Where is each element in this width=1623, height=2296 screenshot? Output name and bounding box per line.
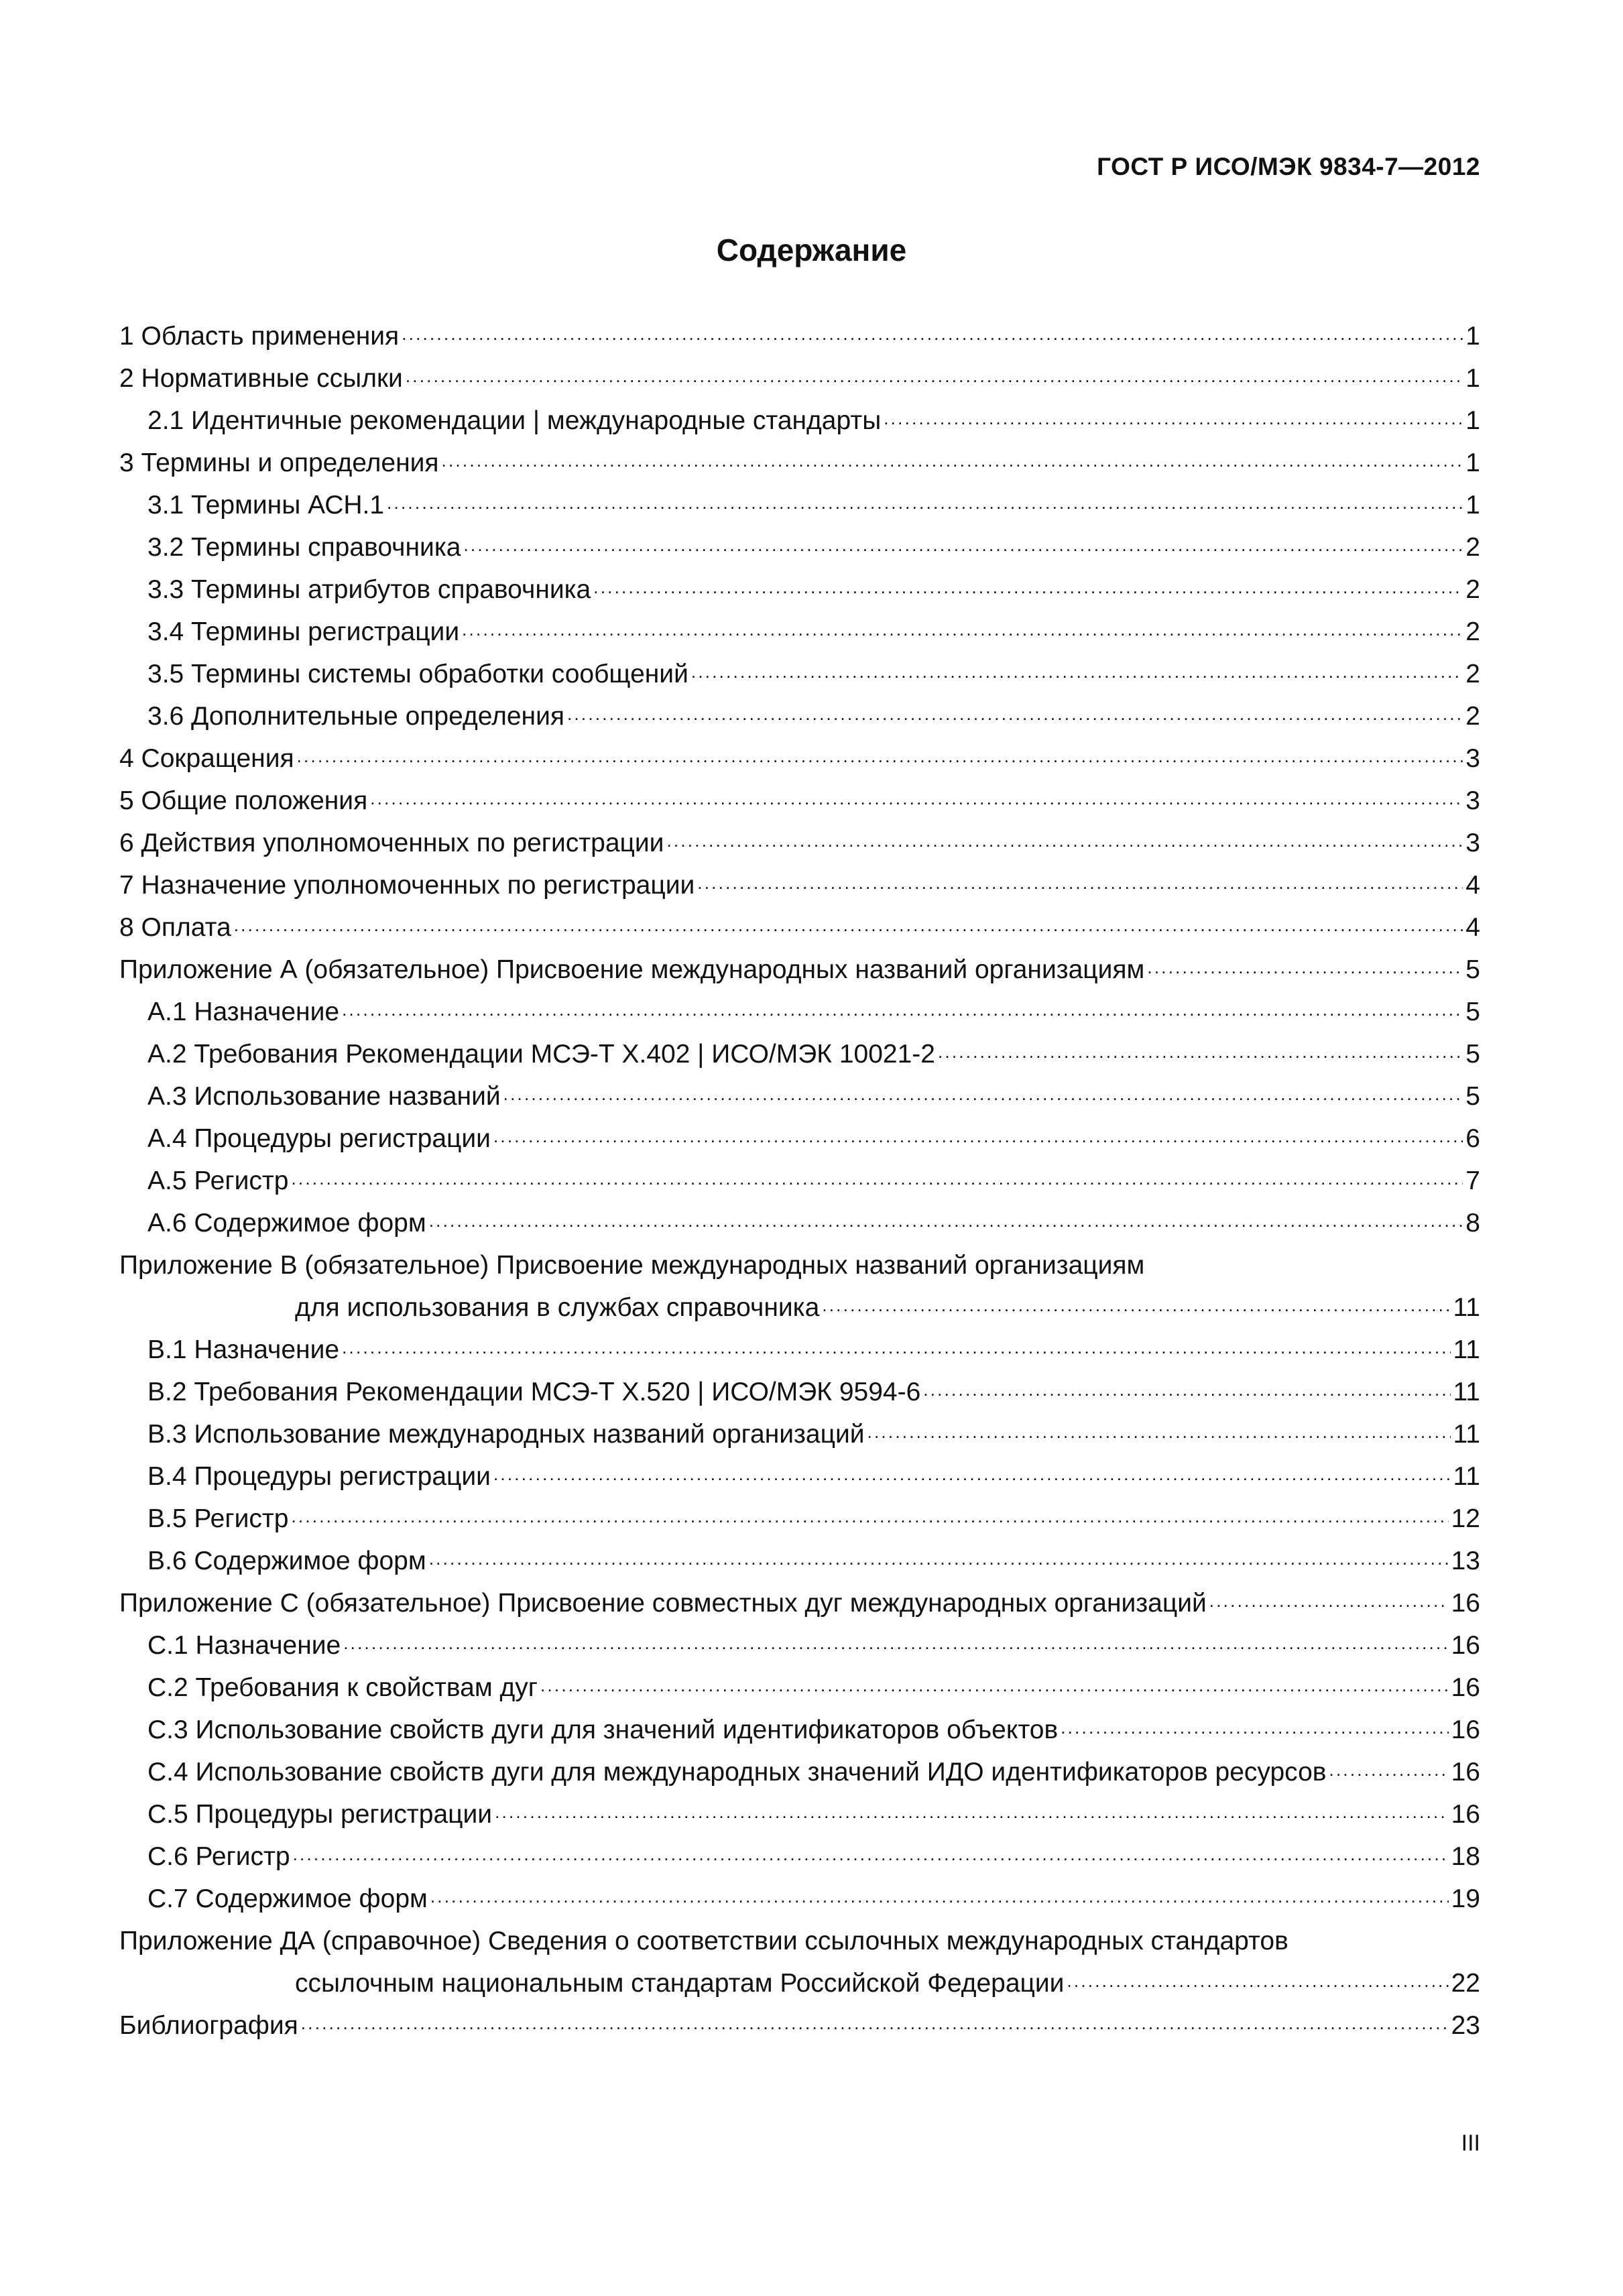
toc-entry-label: В.5 Регистр xyxy=(147,1503,291,1535)
toc-entry-page: 1 xyxy=(1465,448,1480,477)
toc-entry-label: С.5 Процедуры регистрации xyxy=(147,1799,495,1831)
toc-entry[interactable] xyxy=(119,1746,1480,1789)
toc-entry-page: 1 xyxy=(1465,364,1480,393)
toc-entry-label: С.3 Использование свойств дуги для значений идентификаторов объектов xyxy=(147,1714,1061,1746)
page-number: III xyxy=(1461,2130,1480,2156)
toc-entry-label: С.2 Требования к свойствам дуг xyxy=(147,1672,540,1704)
toc-entry-label: В.3 Использование международных названий организаций xyxy=(147,1418,867,1451)
toc-entry[interactable] xyxy=(119,1324,1480,1366)
toc-leader-dots xyxy=(291,1503,1448,1535)
toc-entry-label: для использования в службах справочника xyxy=(295,1292,822,1324)
toc-leader-dots xyxy=(493,1461,1451,1493)
toc-entry-page: 16 xyxy=(1451,1758,1480,1787)
toc-entry-label: 6 Действия уполномоченных по регистрации xyxy=(119,827,666,859)
toc-leader-dots xyxy=(1067,1968,1448,2000)
toc-entry[interactable] xyxy=(119,1704,1480,1746)
toc-entry-label: А.2 Требования Рекомендации МСЭ-Т Х.402 | ИСО/МЭК 10021-2 xyxy=(147,1038,938,1071)
toc-leader-dots xyxy=(343,1630,1448,1662)
toc-entry-page: 8 xyxy=(1465,1209,1480,1237)
toc-leader-dots xyxy=(387,489,1463,522)
toc-entry[interactable] xyxy=(119,1873,1480,1915)
toc-leader-dots xyxy=(593,574,1463,606)
toc-entry-label: 8 Оплата xyxy=(119,912,234,944)
toc-entry-page: 16 xyxy=(1451,1715,1480,1744)
toc-leader-dots xyxy=(402,320,1463,353)
toc-leader-dots xyxy=(540,1672,1449,1704)
toc-entry-label: А.5 Регистр xyxy=(147,1165,291,1197)
toc-entry-page: 5 xyxy=(1465,955,1480,984)
toc-entry-page: 19 xyxy=(1451,1884,1480,1913)
toc-entry-label: В.6 Содержимое форм xyxy=(147,1545,429,1577)
toc-leader-dots xyxy=(567,701,1463,733)
toc-entry[interactable] xyxy=(119,648,1480,690)
toc-leader-dots xyxy=(822,1292,1450,1324)
toc-entry-page: 11 xyxy=(1453,1420,1480,1449)
toc-entry-label: Приложение А (обязательное) Присвоение международных названий организациям xyxy=(119,954,1147,986)
toc-leader-dots xyxy=(691,658,1463,690)
toc-entry[interactable] xyxy=(119,902,1480,944)
toc-leader-dots xyxy=(442,447,1463,479)
toc-entry[interactable] xyxy=(119,859,1480,902)
toc-entry-page: 5 xyxy=(1465,1082,1480,1111)
toc-entry-label: А.4 Процедуры регистрации xyxy=(147,1123,493,1155)
toc-entry-page: 2 xyxy=(1465,533,1480,562)
toc-entry-page: 1 xyxy=(1465,491,1480,520)
toc-entry-label: 5 Общие положения xyxy=(119,785,370,817)
toc-entry-label: Приложение В (обязательное) Присвоение международных названий организациям xyxy=(119,1250,1147,1282)
toc-entry-page: 1 xyxy=(1465,406,1480,435)
toc-entry-page: 5 xyxy=(1465,1040,1480,1069)
toc-entry[interactable] xyxy=(119,1282,1480,1324)
toc-entry-label: 7 Назначение уполномоченных по регистрации xyxy=(119,869,697,902)
toc-entry[interactable] xyxy=(119,1451,1480,1493)
toc-leader-dots xyxy=(1147,954,1463,986)
toc-entry-page: 3 xyxy=(1465,744,1480,773)
toc-entry[interactable] xyxy=(119,310,1480,353)
toc-entry-label: С.6 Регистр xyxy=(147,1841,293,1873)
toc-entry[interactable] xyxy=(119,1366,1480,1408)
toc-entry-page: 23 xyxy=(1451,2011,1480,2040)
toc-entry-label: С.4 Использование свойств дуги для международных значений ИДО идентификаторов ресурсов xyxy=(147,1756,1329,1789)
toc-entry-page: 16 xyxy=(1451,1673,1480,1702)
toc-leader-dots xyxy=(503,1081,1463,1113)
toc-leader-dots xyxy=(697,869,1463,902)
toc-leader-dots xyxy=(293,1841,1449,1873)
toc-entry[interactable] xyxy=(119,1831,1480,1873)
toc-entry-label: В.4 Процедуры регистрации xyxy=(147,1461,493,1493)
toc-entry-page: 6 xyxy=(1465,1124,1480,1153)
table-of-contents xyxy=(119,310,1480,2042)
toc-entry[interactable] xyxy=(119,1113,1480,1155)
toc-leader-dots xyxy=(430,1883,1449,1915)
toc-entry[interactable] xyxy=(119,1155,1480,1197)
toc-leader-dots xyxy=(923,1376,1450,1408)
toc-entry-page: 2 xyxy=(1465,702,1480,731)
toc-leader-dots xyxy=(297,743,1463,775)
toc-leader-dots xyxy=(1061,1714,1448,1746)
toc-entry-label: А.3 Использование названий xyxy=(147,1081,503,1113)
toc-entry-page: 11 xyxy=(1453,1462,1480,1491)
toc-entry-page: 4 xyxy=(1465,913,1480,942)
toc-entry[interactable] xyxy=(119,1493,1480,1535)
toc-leader-dots xyxy=(370,785,1463,817)
toc-entry[interactable] xyxy=(119,522,1480,564)
toc-entry[interactable] xyxy=(119,1028,1480,1071)
toc-leader-dots xyxy=(884,405,1463,437)
toc-entry-label: 3 Термины и определения xyxy=(119,447,442,479)
toc-entry-label: В.1 Назначение xyxy=(147,1334,342,1366)
toc-entry[interactable] xyxy=(119,1620,1480,1662)
toc-leader-dots xyxy=(342,996,1463,1028)
toc-entry-label: 3.4 Термины регистрации xyxy=(147,616,462,648)
toc-entry-page: 11 xyxy=(1453,1293,1480,1322)
toc-entry[interactable] xyxy=(119,606,1480,648)
toc-entry[interactable] xyxy=(119,1197,1480,1240)
toc-entry-label: 3.1 Термины АСН.1 xyxy=(147,489,387,522)
toc-entry-label: 3.3 Термины атрибутов справочника xyxy=(147,574,593,606)
toc-entry-label: С.7 Содержимое форм xyxy=(147,1883,430,1915)
toc-entry[interactable] xyxy=(119,1957,1480,2000)
toc-entry-label: ссылочным национальным стандартам Российской Федерации xyxy=(295,1968,1067,2000)
toc-entry-page: 3 xyxy=(1465,829,1480,857)
toc-entry-page: 16 xyxy=(1451,1589,1480,1618)
toc-entry-label: 4 Сокращения xyxy=(119,743,297,775)
toc-entry[interactable] xyxy=(119,1071,1480,1113)
toc-entry-page: 11 xyxy=(1453,1378,1480,1406)
toc-entry[interactable] xyxy=(119,1662,1480,1704)
toc-leader-dots xyxy=(301,2010,1449,2042)
toc-leader-dots xyxy=(291,1165,1463,1197)
toc-entry[interactable] xyxy=(119,564,1480,606)
toc-leader-dots xyxy=(867,1418,1451,1451)
toc-entry[interactable] xyxy=(119,395,1480,437)
toc-leader-dots xyxy=(462,616,1463,648)
toc-leader-dots xyxy=(234,912,1463,944)
toc-entry-label: 3.2 Термины справочника xyxy=(147,532,463,564)
toc-leader-dots xyxy=(495,1799,1449,1831)
toc-entry-page: 16 xyxy=(1451,1800,1480,1829)
toc-entry-label: В.2 Требования Рекомендации МСЭ-Т Х.520 | ИСО/МЭК 9594-6 xyxy=(147,1376,923,1408)
toc-entry[interactable] xyxy=(119,986,1480,1028)
toc-entry[interactable] xyxy=(119,690,1480,733)
toc-leader-dots xyxy=(342,1334,1450,1366)
toc-entry[interactable] xyxy=(119,775,1480,817)
toc-entry[interactable] xyxy=(119,1577,1480,1620)
toc-entry[interactable] xyxy=(119,1408,1480,1451)
toc-entry[interactable] xyxy=(119,1915,1480,1957)
toc-entry-label: 1 Область применения xyxy=(119,320,402,353)
toc-leader-dots xyxy=(429,1545,1449,1577)
toc-entry-page: 2 xyxy=(1465,660,1480,688)
toc-entry-page: 12 xyxy=(1451,1504,1480,1533)
toc-entry[interactable] xyxy=(119,817,1480,859)
toc-leader-dots xyxy=(938,1038,1463,1071)
toc-entry[interactable] xyxy=(119,944,1480,986)
toc-entry[interactable] xyxy=(119,1535,1480,1577)
toc-entry[interactable] xyxy=(119,2000,1480,2042)
document-code: ГОСТ Р ИСО/МЭК 9834-7—2012 xyxy=(1097,153,1480,180)
toc-entry-page: 1 xyxy=(1465,322,1480,351)
toc-entry-label: 3.5 Термины системы обработки сообщений xyxy=(147,658,691,690)
toc-leader-dots xyxy=(1329,1756,1449,1789)
toc-entry-page: 13 xyxy=(1451,1547,1480,1575)
toc-entry-label: 2 Нормативные ссылки xyxy=(119,363,406,395)
toc-entry-label: 2.1 Идентичные рекомендации | международные стандарты xyxy=(147,405,884,437)
toc-leader-dots xyxy=(493,1123,1463,1155)
toc-entry-label: Приложение С (обязательное) Присвоение совместных дуг международных организаций xyxy=(119,1587,1209,1620)
toc-entry-page: 3 xyxy=(1465,786,1480,815)
toc-entry[interactable] xyxy=(119,733,1480,775)
toc-leader-dots xyxy=(666,827,1463,859)
toc-entry[interactable] xyxy=(119,1789,1480,1831)
toc-entry-label: Приложение ДА (справочное) Сведения о соответствии ссылочных международных стандартов xyxy=(119,1925,1291,1957)
toc-entry-page: 18 xyxy=(1451,1842,1480,1871)
toc-leader-dots xyxy=(1209,1587,1449,1620)
toc-entry-page: 5 xyxy=(1465,998,1480,1026)
toc-entry-page: 2 xyxy=(1465,617,1480,646)
toc-entry-page: 7 xyxy=(1465,1166,1480,1195)
toc-leader-dots xyxy=(463,532,1463,564)
toc-entry-page: 11 xyxy=(1453,1335,1480,1364)
toc-entry-page: 22 xyxy=(1451,1969,1480,1998)
toc-entry-label: А.1 Назначение xyxy=(147,996,342,1028)
toc-entry[interactable] xyxy=(119,437,1480,479)
toc-leader-dots xyxy=(406,363,1463,395)
toc-entry[interactable] xyxy=(119,353,1480,395)
toc-entry-label: А.6 Содержимое форм xyxy=(147,1207,429,1240)
toc-leader-dots xyxy=(429,1207,1463,1240)
toc-entry[interactable] xyxy=(119,479,1480,522)
toc-entry-label: С.1 Назначение xyxy=(147,1630,343,1662)
toc-entry-page: 2 xyxy=(1465,575,1480,604)
toc-entry-label: 3.6 Дополнительные определения xyxy=(147,701,567,733)
toc-entry-page: 16 xyxy=(1451,1631,1480,1660)
toc-entry[interactable] xyxy=(119,1240,1480,1282)
page-title: Содержание xyxy=(716,233,907,267)
toc-entry-page: 4 xyxy=(1465,871,1480,900)
toc-entry-label: Библиография xyxy=(119,2010,301,2042)
